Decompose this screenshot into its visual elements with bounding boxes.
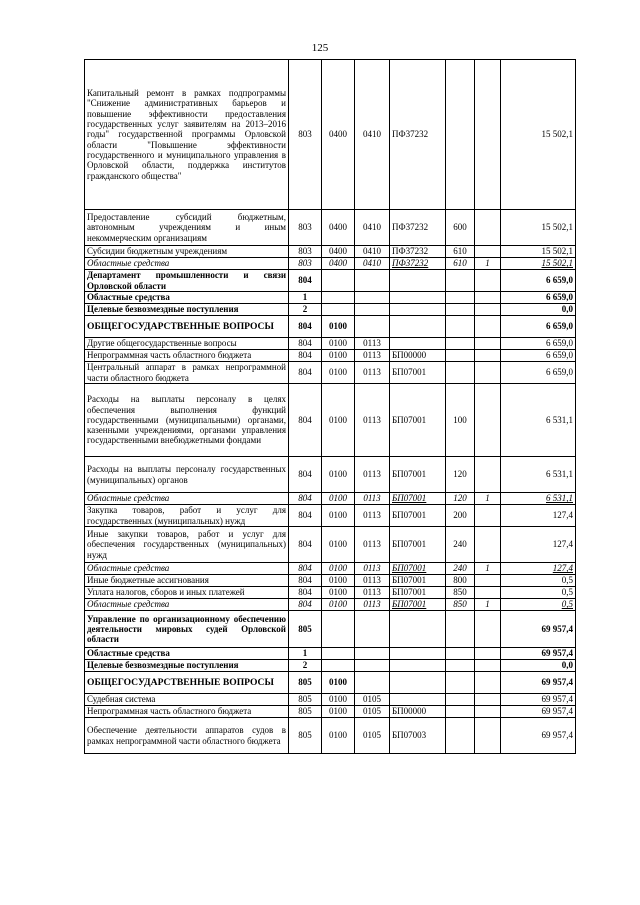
cell-expense: 120 bbox=[446, 457, 475, 493]
cell-name: Расходы на выплаты персоналу государственных (муниципальных) органов bbox=[85, 457, 289, 493]
cell-ministry: 2 bbox=[289, 660, 322, 672]
cell-ministry: 1 bbox=[289, 292, 322, 304]
cell-subsection: 0113 bbox=[355, 350, 390, 362]
cell-source bbox=[475, 694, 501, 706]
cell-target bbox=[390, 648, 446, 660]
cell-amount: 69 957,4 bbox=[501, 648, 576, 660]
cell-ministry: 804 bbox=[289, 362, 322, 384]
table-row bbox=[85, 304, 576, 316]
cell-target: БП07001 bbox=[390, 527, 446, 563]
cell-subsection: 0113 bbox=[355, 599, 390, 611]
cell-section: 0100 bbox=[322, 384, 355, 457]
cell-expense bbox=[446, 672, 475, 694]
cell-name: ОБЩЕГОСУДАРСТВЕННЫЕ ВОПРОСЫ bbox=[85, 672, 289, 694]
cell-name: Субсидии бюджетным учреждениям bbox=[85, 246, 289, 258]
table-row bbox=[85, 706, 576, 718]
table-row bbox=[85, 258, 576, 270]
cell-source: 1 bbox=[475, 493, 501, 505]
cell-ministry: 804 bbox=[289, 505, 322, 527]
table-row bbox=[85, 718, 576, 754]
cell-expense: 240 bbox=[446, 563, 475, 575]
cell-section: 0100 bbox=[322, 350, 355, 362]
table-row bbox=[85, 599, 576, 611]
cell-amount: 127,4 bbox=[501, 527, 576, 563]
table-row bbox=[85, 362, 576, 384]
cell-expense bbox=[446, 694, 475, 706]
cell-section bbox=[322, 270, 355, 292]
cell-source bbox=[475, 350, 501, 362]
page-number: 125 bbox=[311, 42, 329, 54]
cell-subsection: 0113 bbox=[355, 527, 390, 563]
budget-table bbox=[84, 59, 576, 754]
cell-subsection bbox=[355, 672, 390, 694]
cell-source bbox=[475, 270, 501, 292]
cell-subsection: 0105 bbox=[355, 718, 390, 754]
cell-amount: 0,5 bbox=[501, 587, 576, 599]
cell-target: ПФ37232 bbox=[390, 246, 446, 258]
cell-section: 0100 bbox=[322, 527, 355, 563]
cell-name: Непрограммная часть областного бюджета bbox=[85, 350, 289, 362]
cell-source: 1 bbox=[475, 599, 501, 611]
cell-subsection: 0113 bbox=[355, 587, 390, 599]
cell-ministry: 805 bbox=[289, 706, 322, 718]
cell-amount: 0,0 bbox=[501, 304, 576, 316]
table-row bbox=[85, 587, 576, 599]
cell-source bbox=[475, 292, 501, 304]
cell-target bbox=[390, 338, 446, 350]
cell-source bbox=[475, 672, 501, 694]
cell-subsection: 0105 bbox=[355, 694, 390, 706]
cell-name: Предоставление субсидий бюджетным, автономным учреждениям и иным некоммерческим организациям bbox=[85, 210, 289, 246]
cell-subsection: 0113 bbox=[355, 338, 390, 350]
table-row bbox=[85, 338, 576, 350]
cell-ministry: 804 bbox=[289, 457, 322, 493]
cell-expense bbox=[446, 706, 475, 718]
cell-section bbox=[322, 611, 355, 648]
cell-amount: 69 957,4 bbox=[501, 706, 576, 718]
cell-source bbox=[475, 384, 501, 457]
cell-amount: 69 957,4 bbox=[501, 718, 576, 754]
cell-ministry: 805 bbox=[289, 672, 322, 694]
cell-ministry: 804 bbox=[289, 493, 322, 505]
cell-expense bbox=[446, 304, 475, 316]
cell-target: БП07001 bbox=[390, 563, 446, 575]
cell-ministry: 803 bbox=[289, 258, 322, 270]
cell-source bbox=[475, 718, 501, 754]
cell-expense: 100 bbox=[446, 384, 475, 457]
cell-subsection: 0113 bbox=[355, 575, 390, 587]
cell-expense: 120 bbox=[446, 493, 475, 505]
cell-name: Департамент промышленности и связи Орловской области bbox=[85, 270, 289, 292]
cell-expense: 240 bbox=[446, 527, 475, 563]
cell-source: 1 bbox=[475, 563, 501, 575]
cell-source bbox=[475, 527, 501, 563]
cell-ministry: 804 bbox=[289, 270, 322, 292]
table-row bbox=[85, 575, 576, 587]
cell-target bbox=[390, 292, 446, 304]
cell-expense: 850 bbox=[446, 599, 475, 611]
table-row bbox=[85, 493, 576, 505]
cell-expense bbox=[446, 338, 475, 350]
table-row bbox=[85, 648, 576, 660]
cell-source bbox=[475, 338, 501, 350]
cell-name: Областные средства bbox=[85, 258, 289, 270]
cell-subsection: 0410 bbox=[355, 210, 390, 246]
cell-ministry: 803 bbox=[289, 210, 322, 246]
cell-subsection bbox=[355, 648, 390, 660]
cell-ministry: 803 bbox=[289, 60, 322, 210]
cell-expense bbox=[446, 350, 475, 362]
cell-amount: 6 659,0 bbox=[501, 316, 576, 338]
cell-section: 0100 bbox=[322, 575, 355, 587]
cell-subsection bbox=[355, 611, 390, 648]
cell-source bbox=[475, 457, 501, 493]
cell-target: БП07001 bbox=[390, 587, 446, 599]
cell-target bbox=[390, 304, 446, 316]
cell-target: БП07001 bbox=[390, 457, 446, 493]
cell-ministry: 804 bbox=[289, 316, 322, 338]
cell-subsection: 0113 bbox=[355, 362, 390, 384]
cell-expense: 200 bbox=[446, 505, 475, 527]
table-row bbox=[85, 350, 576, 362]
cell-section: 0100 bbox=[322, 338, 355, 350]
cell-target: БП07001 bbox=[390, 505, 446, 527]
cell-section: 0100 bbox=[322, 362, 355, 384]
cell-name: Областные средства bbox=[85, 648, 289, 660]
cell-name: Областные средства bbox=[85, 563, 289, 575]
cell-target: БП00000 bbox=[390, 350, 446, 362]
cell-amount: 15 502,1 bbox=[501, 60, 576, 210]
cell-target bbox=[390, 316, 446, 338]
cell-name: Целевые безвозмездные поступления bbox=[85, 660, 289, 672]
cell-amount: 69 957,4 bbox=[501, 694, 576, 706]
cell-ministry: 804 bbox=[289, 599, 322, 611]
cell-section: 0400 bbox=[322, 60, 355, 210]
cell-expense: 600 bbox=[446, 210, 475, 246]
cell-target: ПФ37232 bbox=[390, 210, 446, 246]
cell-source bbox=[475, 505, 501, 527]
cell-section bbox=[322, 660, 355, 672]
cell-target bbox=[390, 270, 446, 292]
cell-ministry: 805 bbox=[289, 694, 322, 706]
table-row bbox=[85, 694, 576, 706]
cell-source bbox=[475, 611, 501, 648]
cell-name: Областные средства bbox=[85, 493, 289, 505]
cell-expense bbox=[446, 611, 475, 648]
cell-target bbox=[390, 694, 446, 706]
cell-section: 0100 bbox=[322, 493, 355, 505]
cell-section: 0100 bbox=[322, 457, 355, 493]
cell-subsection: 0113 bbox=[355, 505, 390, 527]
cell-target: БП07001 bbox=[390, 493, 446, 505]
cell-name: Судебная система bbox=[85, 694, 289, 706]
cell-amount: 6 659,0 bbox=[501, 270, 576, 292]
table-row bbox=[85, 384, 576, 457]
cell-source bbox=[475, 246, 501, 258]
cell-target: БП00000 bbox=[390, 706, 446, 718]
cell-source bbox=[475, 60, 501, 210]
cell-amount: 0,5 bbox=[501, 575, 576, 587]
table-row bbox=[85, 672, 576, 694]
cell-amount: 15 502,1 bbox=[501, 210, 576, 246]
cell-name: Областные средства bbox=[85, 599, 289, 611]
table-body bbox=[85, 60, 576, 754]
cell-amount: 6 659,0 bbox=[501, 362, 576, 384]
cell-amount: 15 502,1 bbox=[501, 246, 576, 258]
cell-target: БП07003 bbox=[390, 718, 446, 754]
cell-amount: 6 531,1 bbox=[501, 493, 576, 505]
cell-name: Иные бюджетные ассигнования bbox=[85, 575, 289, 587]
table-row bbox=[85, 246, 576, 258]
cell-target bbox=[390, 660, 446, 672]
cell-amount: 0,0 bbox=[501, 660, 576, 672]
cell-ministry: 804 bbox=[289, 338, 322, 350]
cell-target: БП07001 bbox=[390, 599, 446, 611]
cell-expense bbox=[446, 660, 475, 672]
cell-source bbox=[475, 304, 501, 316]
cell-section: 0100 bbox=[322, 694, 355, 706]
cell-amount: 127,4 bbox=[501, 563, 576, 575]
cell-subsection bbox=[355, 316, 390, 338]
cell-subsection bbox=[355, 660, 390, 672]
table-row bbox=[85, 210, 576, 246]
cell-name: Центральный аппарат в рамках непрограммной части областного бюджета bbox=[85, 362, 289, 384]
cell-source bbox=[475, 210, 501, 246]
cell-amount: 6 659,0 bbox=[501, 338, 576, 350]
cell-section: 0100 bbox=[322, 706, 355, 718]
cell-ministry: 804 bbox=[289, 575, 322, 587]
cell-expense bbox=[446, 270, 475, 292]
cell-source bbox=[475, 587, 501, 599]
cell-name: Иные закупки товаров, работ и услуг для обеспечения государственных (муниципальных) нужд bbox=[85, 527, 289, 563]
cell-amount: 69 957,4 bbox=[501, 672, 576, 694]
cell-expense bbox=[446, 648, 475, 660]
cell-expense: 610 bbox=[446, 258, 475, 270]
cell-ministry: 804 bbox=[289, 350, 322, 362]
cell-expense: 850 bbox=[446, 587, 475, 599]
cell-amount: 6 531,1 bbox=[501, 457, 576, 493]
cell-source bbox=[475, 648, 501, 660]
cell-section: 0400 bbox=[322, 210, 355, 246]
cell-target: ПФ37232 bbox=[390, 258, 446, 270]
cell-expense bbox=[446, 316, 475, 338]
cell-subsection: 0105 bbox=[355, 706, 390, 718]
cell-amount: 6 531,1 bbox=[501, 384, 576, 457]
cell-source bbox=[475, 362, 501, 384]
table-row bbox=[85, 527, 576, 563]
cell-target: ПФ37232 bbox=[390, 60, 446, 210]
cell-name: Областные средства bbox=[85, 292, 289, 304]
cell-subsection bbox=[355, 304, 390, 316]
cell-name: Целевые безвозмездные поступления bbox=[85, 304, 289, 316]
cell-subsection: 0410 bbox=[355, 246, 390, 258]
cell-name: Управление по организационному обеспечению деятельности мировых судей Орловской области bbox=[85, 611, 289, 648]
table-row bbox=[85, 60, 576, 210]
cell-amount: 6 659,0 bbox=[501, 350, 576, 362]
cell-ministry: 804 bbox=[289, 384, 322, 457]
cell-subsection: 0410 bbox=[355, 258, 390, 270]
cell-section bbox=[322, 304, 355, 316]
cell-expense: 610 bbox=[446, 246, 475, 258]
cell-subsection: 0113 bbox=[355, 384, 390, 457]
cell-amount: 0,5 bbox=[501, 599, 576, 611]
cell-name: Уплата налогов, сборов и иных платежей bbox=[85, 587, 289, 599]
table-row bbox=[85, 563, 576, 575]
cell-ministry: 804 bbox=[289, 587, 322, 599]
table-row bbox=[85, 316, 576, 338]
cell-section: 0100 bbox=[322, 316, 355, 338]
cell-source bbox=[475, 706, 501, 718]
cell-section bbox=[322, 648, 355, 660]
cell-name: Закупка товаров, работ и услуг для государственных (муниципальных) нужд bbox=[85, 505, 289, 527]
cell-name: Капитальный ремонт в рамках подпрограммы "Снижение административных барьеров и повышение эффективности предоставления государственных услуг заявителям на 2013–2016 годы" государственной программы Орловской области "Повышение эффективности государственного и муниципального управления в Орловской области, поддержка институтов гражданского общества" bbox=[85, 60, 289, 210]
table-row bbox=[85, 660, 576, 672]
cell-expense bbox=[446, 292, 475, 304]
table-row bbox=[85, 457, 576, 493]
cell-amount: 15 502,1 bbox=[501, 258, 576, 270]
cell-amount: 69 957,4 bbox=[501, 611, 576, 648]
cell-name: Другие общегосударственные вопросы bbox=[85, 338, 289, 350]
cell-source bbox=[475, 660, 501, 672]
cell-ministry: 804 bbox=[289, 563, 322, 575]
cell-subsection: 0410 bbox=[355, 60, 390, 210]
cell-source bbox=[475, 316, 501, 338]
cell-ministry: 2 bbox=[289, 304, 322, 316]
cell-ministry: 1 bbox=[289, 648, 322, 660]
cell-expense bbox=[446, 60, 475, 210]
cell-section: 0100 bbox=[322, 563, 355, 575]
cell-source: 1 bbox=[475, 258, 501, 270]
cell-ministry: 803 bbox=[289, 246, 322, 258]
table-row bbox=[85, 270, 576, 292]
cell-name: Непрограммная часть областного бюджета bbox=[85, 706, 289, 718]
cell-section: 0400 bbox=[322, 246, 355, 258]
table-row bbox=[85, 611, 576, 648]
cell-ministry: 804 bbox=[289, 527, 322, 563]
cell-name: ОБЩЕГОСУДАРСТВЕННЫЕ ВОПРОСЫ bbox=[85, 316, 289, 338]
cell-subsection: 0113 bbox=[355, 563, 390, 575]
cell-section: 0100 bbox=[322, 505, 355, 527]
cell-subsection: 0113 bbox=[355, 493, 390, 505]
cell-section: 0100 bbox=[322, 587, 355, 599]
cell-expense: 800 bbox=[446, 575, 475, 587]
cell-section: 0100 bbox=[322, 672, 355, 694]
cell-expense bbox=[446, 718, 475, 754]
cell-ministry: 805 bbox=[289, 611, 322, 648]
cell-expense bbox=[446, 362, 475, 384]
cell-subsection bbox=[355, 292, 390, 304]
cell-subsection: 0113 bbox=[355, 457, 390, 493]
cell-section: 0100 bbox=[322, 599, 355, 611]
cell-name: Расходы на выплаты персоналу в целях обеспечения выполнения функций государственными (муниципальными) органами, казенными учреждениями, органами управления государственными внебюджетными фондами bbox=[85, 384, 289, 457]
cell-section bbox=[322, 292, 355, 304]
cell-ministry: 805 bbox=[289, 718, 322, 754]
cell-source bbox=[475, 575, 501, 587]
table-row bbox=[85, 505, 576, 527]
cell-target bbox=[390, 672, 446, 694]
cell-name: Обеспечение деятельности аппаратов судов в рамках непрограммной части областного бюджета bbox=[85, 718, 289, 754]
cell-target: БП07001 bbox=[390, 575, 446, 587]
table-row bbox=[85, 292, 576, 304]
cell-subsection bbox=[355, 270, 390, 292]
cell-target: БП07001 bbox=[390, 384, 446, 457]
cell-target bbox=[390, 611, 446, 648]
cell-amount: 127,4 bbox=[501, 505, 576, 527]
cell-target: БП07001 bbox=[390, 362, 446, 384]
cell-amount: 6 659,0 bbox=[501, 292, 576, 304]
cell-section: 0100 bbox=[322, 718, 355, 754]
cell-section: 0400 bbox=[322, 258, 355, 270]
